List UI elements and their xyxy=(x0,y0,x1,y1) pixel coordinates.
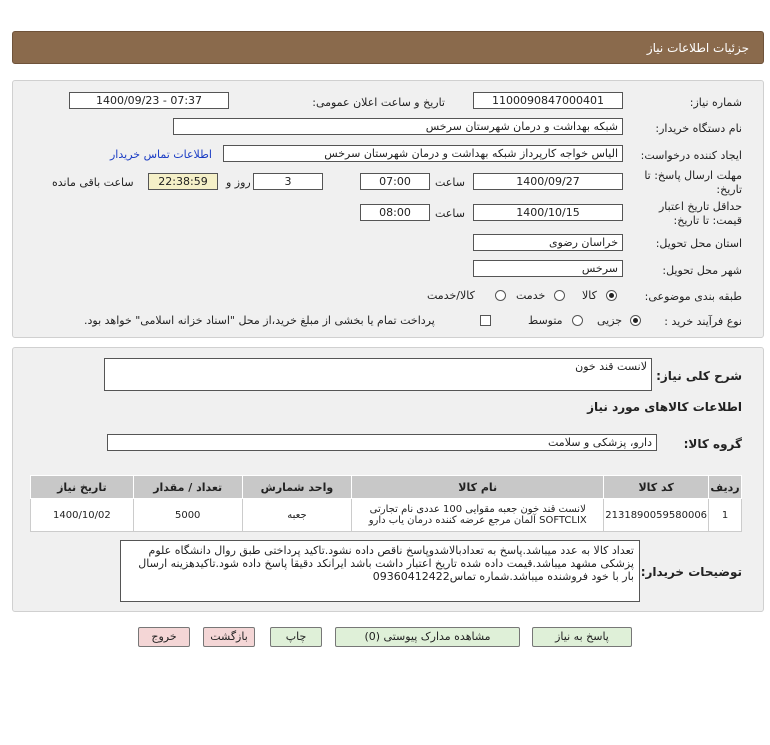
buyer-contact-link[interactable]: اطلاعات تماس خریدار xyxy=(110,148,212,161)
category-option-service: خدمت xyxy=(516,289,546,302)
cell-date: 1400/10/02 xyxy=(31,499,134,532)
deadline-time-field: 07:00 xyxy=(360,173,430,190)
table-header-row xyxy=(31,476,742,499)
col-qty: تعداد / مقدار xyxy=(133,476,242,499)
city-label: شهر محل تحویل: xyxy=(662,264,742,277)
cell-name-line1: لانست قند خون جعبه مقوایی 100 عددی نام تجارتی xyxy=(369,504,586,515)
cell-name xyxy=(352,499,604,532)
category-option-goods: کالا xyxy=(582,289,597,302)
validity-date-field: 1400/10/15 xyxy=(473,204,623,221)
goods-group-label: گروه کالا: xyxy=(683,437,742,451)
creator-label: ایجاد کننده درخواست: xyxy=(640,149,742,162)
days-label: روز و xyxy=(226,176,251,189)
deadline-time-label: ساعت xyxy=(435,176,465,189)
remaining-time-label: ساعت باقی مانده xyxy=(52,176,134,189)
category-label: طبقه بندی موضوعی: xyxy=(644,290,742,303)
deadline-date-field: 1400/09/27 xyxy=(473,173,623,190)
col-unit: واحد شمارش xyxy=(242,476,352,499)
cell-row: 1 xyxy=(709,499,742,532)
cell-unit: جعبه xyxy=(242,499,352,532)
category-option-goods-service: کالا/خدمت xyxy=(427,289,475,302)
process-option-medium: متوسط xyxy=(528,314,563,327)
buyer-org-label: نام دستگاه خریدار: xyxy=(655,122,742,135)
page-title: جزئیات اطلاعات نیاز xyxy=(646,41,749,55)
announce-datetime-field: 1400/09/23 - 07:37 xyxy=(69,92,229,109)
cell-qty: 5000 xyxy=(133,499,242,532)
process-option-minor: جزیی xyxy=(597,314,623,327)
attachments-button[interactable]: مشاهده مدارک پیوستی (0) xyxy=(335,627,520,647)
need-number-field: 1100090847000401 xyxy=(473,92,623,109)
goods-group-field: دارو، پزشکی و سلامت xyxy=(107,434,657,451)
validity-label-date: قیمت: تا تاریخ: xyxy=(673,214,742,227)
need-number-label: شماره نیاز: xyxy=(689,96,742,109)
category-radio-goods[interactable] xyxy=(606,290,617,301)
col-name: نام کالا xyxy=(352,476,604,499)
page-header xyxy=(12,31,764,64)
buyer-org-field: شبکه بهداشت و درمان شهرستان سرخس xyxy=(173,118,623,135)
days-remaining-field: 3 xyxy=(253,173,323,190)
announce-label: تاریخ و ساعت اعلان عمومی: xyxy=(312,96,445,109)
province-field: خراسان رضوی xyxy=(473,234,623,251)
validity-label: حداقل تاریخ اعتبار xyxy=(658,200,742,213)
validity-time-field: 08:00 xyxy=(360,204,430,221)
city-field: سرخس xyxy=(473,260,623,277)
buyer-notes-field: تعداد کالا به عدد میباشد.پاسخ به تعدادبالاشدوپاسخ ناقص داده نشود.تاکید پرداختی طبق روال دانشگاه علوم پزشکی مشهد میباشد.قیمت داده شده تاریخ اعتبار داشت باشد ایرانکد دقیقا پاسخ داده شود.تاکیدهزینه ارسال بار با خود فروشنده میباشد.شماره تماس09360412422 xyxy=(120,540,640,602)
validity-time-label: ساعت xyxy=(435,207,465,220)
exit-button[interactable]: خروج xyxy=(138,627,190,647)
process-label: نوع فرآیند خرید : xyxy=(664,315,742,328)
back-button[interactable]: بازگشت xyxy=(203,627,255,647)
summary-label: شرح کلی نیاز: xyxy=(656,369,742,383)
buyer-notes-label: توضیحات خریدار: xyxy=(640,565,742,579)
deadline-label-date: تاریخ: xyxy=(716,183,742,196)
deadline-label: مهلت ارسال پاسخ: تا xyxy=(644,169,742,182)
reply-button[interactable]: پاسخ به نیاز xyxy=(532,627,632,647)
treasury-payment-checkbox[interactable] xyxy=(480,315,491,326)
remaining-time-field: 22:38:59 xyxy=(148,173,218,190)
treasury-payment-note: پرداخت تمام یا بخشی از مبلغ خرید،از محل "اسناد خزانه اسلامی" خواهد بود. xyxy=(84,314,435,327)
province-label: استان محل تحویل: xyxy=(655,237,742,250)
col-row: ردیف xyxy=(709,476,742,499)
process-radio-medium[interactable] xyxy=(572,315,583,326)
category-radio-goods-service[interactable] xyxy=(495,290,506,301)
table-row xyxy=(31,499,742,532)
col-date: تاریخ نیاز xyxy=(31,476,134,499)
creator-field: الیاس خواجه کارپرداز شبکه بهداشت و درمان شهرستان سرخس xyxy=(223,145,623,162)
goods-table xyxy=(30,475,742,532)
summary-field: لانست قند خون xyxy=(104,358,652,391)
cell-name-line2: SOFTCLIX آلمان مرجع عرضه کننده درمان یاب دارو xyxy=(368,515,587,526)
process-radio-minor[interactable] xyxy=(630,315,641,326)
category-radio-service[interactable] xyxy=(554,290,565,301)
cell-code: 2131890059580006 xyxy=(604,499,709,532)
print-button[interactable]: چاپ xyxy=(270,627,322,647)
goods-info-title: اطلاعات کالاهای مورد نیاز xyxy=(587,400,742,414)
col-code: کد کالا xyxy=(604,476,709,499)
